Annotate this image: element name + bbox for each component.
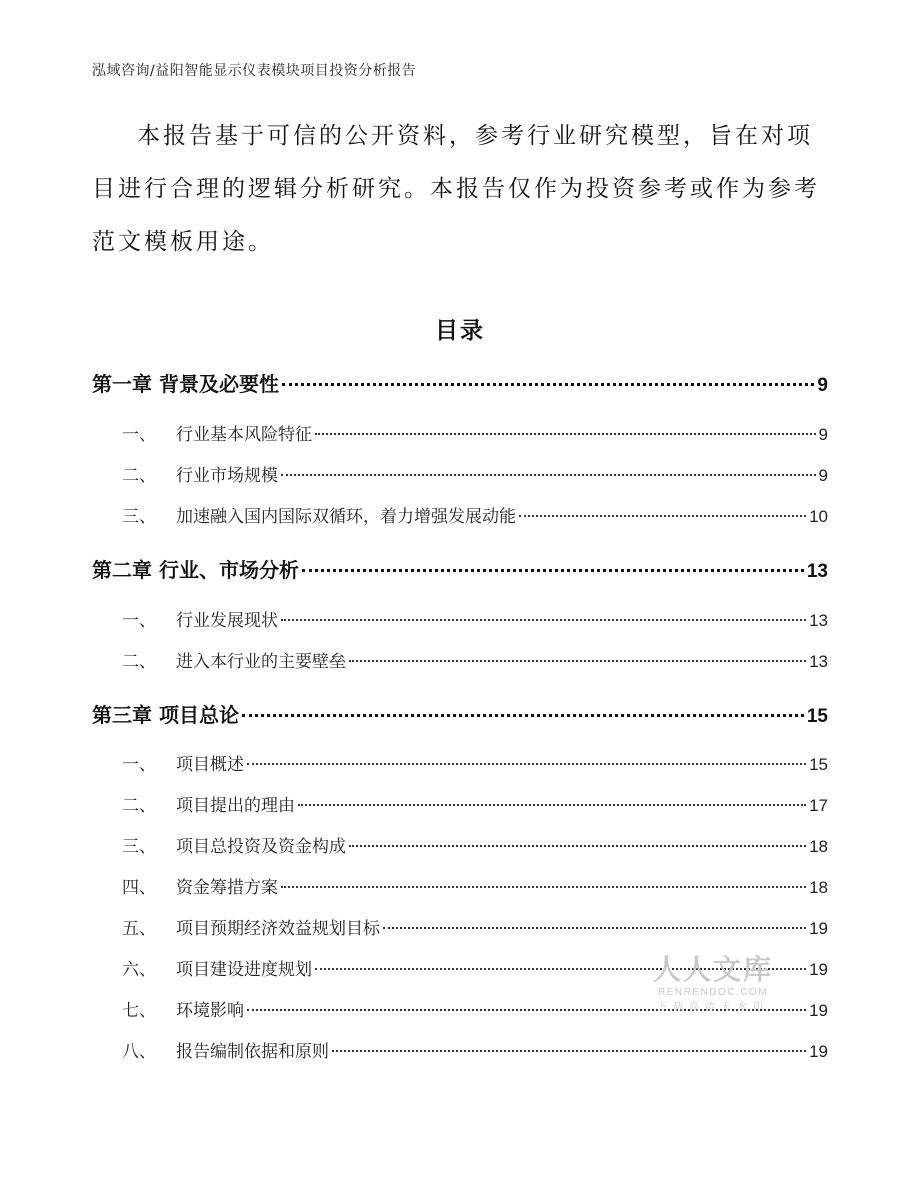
toc-entry-number: 二、 bbox=[122, 652, 156, 672]
toc-page-number: 19 bbox=[809, 1001, 828, 1020]
toc-entry-text: 项目提出的理由 bbox=[176, 796, 295, 816]
toc-entry-text: 项目预期经济效益规划目标 bbox=[176, 919, 380, 939]
toc-entry-text: 行业市场规模 bbox=[176, 466, 278, 486]
toc-chapter-entry[interactable] bbox=[92, 554, 828, 583]
toc-leader-dots bbox=[349, 660, 806, 662]
toc-entry-text: 环境影响 bbox=[176, 1001, 244, 1021]
toc-page-number: 9 bbox=[818, 466, 828, 485]
toc-entry-number: 二、 bbox=[122, 796, 156, 816]
toc-section-entry[interactable] bbox=[122, 750, 828, 775]
toc-entry-label bbox=[122, 791, 295, 816]
toc-entry-label bbox=[122, 873, 278, 898]
toc-page-number: 13 bbox=[806, 561, 828, 582]
toc-leader-dots bbox=[315, 433, 816, 435]
toc-page-number: 19 bbox=[809, 1042, 828, 1061]
toc-leader-dots bbox=[383, 927, 806, 929]
toc-page-number: 18 bbox=[809, 837, 828, 856]
toc-leader-dots bbox=[349, 845, 806, 847]
toc-leader-dots bbox=[242, 714, 804, 717]
toc-entry-label bbox=[122, 996, 244, 1021]
toc-chapter-entry[interactable] bbox=[92, 368, 828, 397]
toc-entry-number: 六、 bbox=[122, 960, 156, 980]
toc-entry-number: 三、 bbox=[122, 507, 156, 527]
toc-page-number: 15 bbox=[806, 706, 828, 727]
toc-section-entry[interactable] bbox=[122, 461, 828, 486]
toc-entry-number: 五、 bbox=[122, 919, 156, 939]
toc-leader-dots bbox=[298, 804, 806, 806]
toc-section-entry[interactable] bbox=[122, 832, 828, 857]
toc-page-number: 9 bbox=[817, 375, 828, 396]
toc-entry-text: 项目建设进度规划 bbox=[176, 960, 312, 980]
toc-page-number: 19 bbox=[809, 960, 828, 979]
toc-entry-label bbox=[122, 606, 278, 631]
toc-section-entry[interactable] bbox=[122, 1037, 828, 1062]
toc-entry-label bbox=[122, 647, 346, 672]
toc-page-number: 15 bbox=[809, 755, 828, 774]
toc-entry-number: 一、 bbox=[122, 611, 156, 631]
toc-leader-dots bbox=[281, 619, 806, 621]
toc-title: 目录 bbox=[435, 318, 485, 344]
page-header: 泓域咨询/益阳智能显示仪表模块项目投资分析报告 bbox=[92, 63, 417, 79]
toc-entry-text: 加速融入国内国际双循环，着力增强发展动能 bbox=[176, 507, 516, 527]
toc-entry-label bbox=[92, 699, 239, 728]
toc-entry-text: 第三章 项目总论 bbox=[92, 703, 239, 727]
toc-leader-dots bbox=[281, 474, 816, 476]
toc-entry-number: 八、 bbox=[122, 1042, 156, 1062]
toc-entry-label bbox=[122, 420, 312, 445]
watermark-logo bbox=[648, 954, 778, 1016]
toc-leader-dots bbox=[247, 763, 806, 765]
toc-leader-dots bbox=[282, 383, 814, 386]
toc-entry-label bbox=[122, 832, 346, 857]
toc-page-number: 18 bbox=[809, 878, 828, 897]
toc-page-number: 13 bbox=[809, 652, 828, 671]
toc-entry-text: 报告编制依据和原则 bbox=[176, 1042, 329, 1062]
watermark-url: RENRENDOC.COM bbox=[657, 987, 769, 998]
toc-section-entry[interactable] bbox=[122, 873, 828, 898]
toc-section-entry[interactable] bbox=[122, 647, 828, 672]
toc-section-entry[interactable] bbox=[122, 420, 828, 445]
toc-entry-number: 一、 bbox=[122, 755, 156, 775]
toc-entry-label bbox=[122, 750, 244, 775]
toc-leader-dots bbox=[519, 515, 806, 517]
toc-entry-text: 项目总投资及资金构成 bbox=[176, 837, 346, 857]
toc-leader-dots bbox=[332, 1050, 806, 1052]
toc-entry-label bbox=[122, 914, 380, 939]
toc-entry-text: 第二章 行业、市场分析 bbox=[92, 558, 299, 582]
toc-entry-text: 第一章 背景及必要性 bbox=[92, 372, 279, 396]
toc-page-number: 10 bbox=[809, 507, 828, 526]
toc-entry-label bbox=[122, 461, 278, 486]
watermark-tagline: 下载高清无水印 bbox=[657, 1002, 769, 1013]
watermark-main: 人人文库 bbox=[652, 953, 773, 986]
intro-paragraph: 本报告基于可信的公开资料，参考行业研究模型，旨在对项目进行合理的逻辑分析研究。本报告仅作为投资参考或作为参考范文模板用途。 bbox=[92, 123, 820, 255]
toc-entry-label bbox=[122, 502, 516, 527]
toc-page-number: 9 bbox=[818, 425, 828, 444]
toc-entry-text: 进入本行业的主要壁垒 bbox=[176, 652, 346, 672]
toc-section-entry[interactable] bbox=[122, 791, 828, 816]
toc-entry-number: 一、 bbox=[122, 425, 156, 445]
toc-leader-dots bbox=[302, 569, 804, 572]
toc-page-number: 17 bbox=[809, 796, 828, 815]
toc-entry-number: 四、 bbox=[122, 878, 156, 898]
toc-entry-number: 三、 bbox=[122, 837, 156, 857]
toc-entry-number: 七、 bbox=[122, 1001, 156, 1021]
toc-entry-label bbox=[92, 368, 279, 397]
toc-entry-text: 项目概述 bbox=[176, 755, 244, 775]
toc-chapter-entry[interactable] bbox=[92, 699, 828, 728]
toc-entry-number: 二、 bbox=[122, 466, 156, 486]
toc-entry-label bbox=[122, 1037, 329, 1062]
toc-page-number: 19 bbox=[809, 919, 828, 938]
toc-entry-text: 行业发展现状 bbox=[176, 611, 278, 631]
toc-leader-dots bbox=[281, 886, 806, 888]
toc-entry-label bbox=[122, 955, 312, 980]
toc-section-entry[interactable] bbox=[122, 914, 828, 939]
toc-entry-text: 资金筹措方案 bbox=[176, 878, 278, 898]
toc-entry-text: 行业基本风险特征 bbox=[176, 425, 312, 445]
toc-page-number: 13 bbox=[809, 611, 828, 630]
toc-entry-label bbox=[92, 554, 299, 583]
toc-section-entry[interactable] bbox=[122, 606, 828, 631]
toc-section-entry[interactable] bbox=[122, 502, 828, 527]
